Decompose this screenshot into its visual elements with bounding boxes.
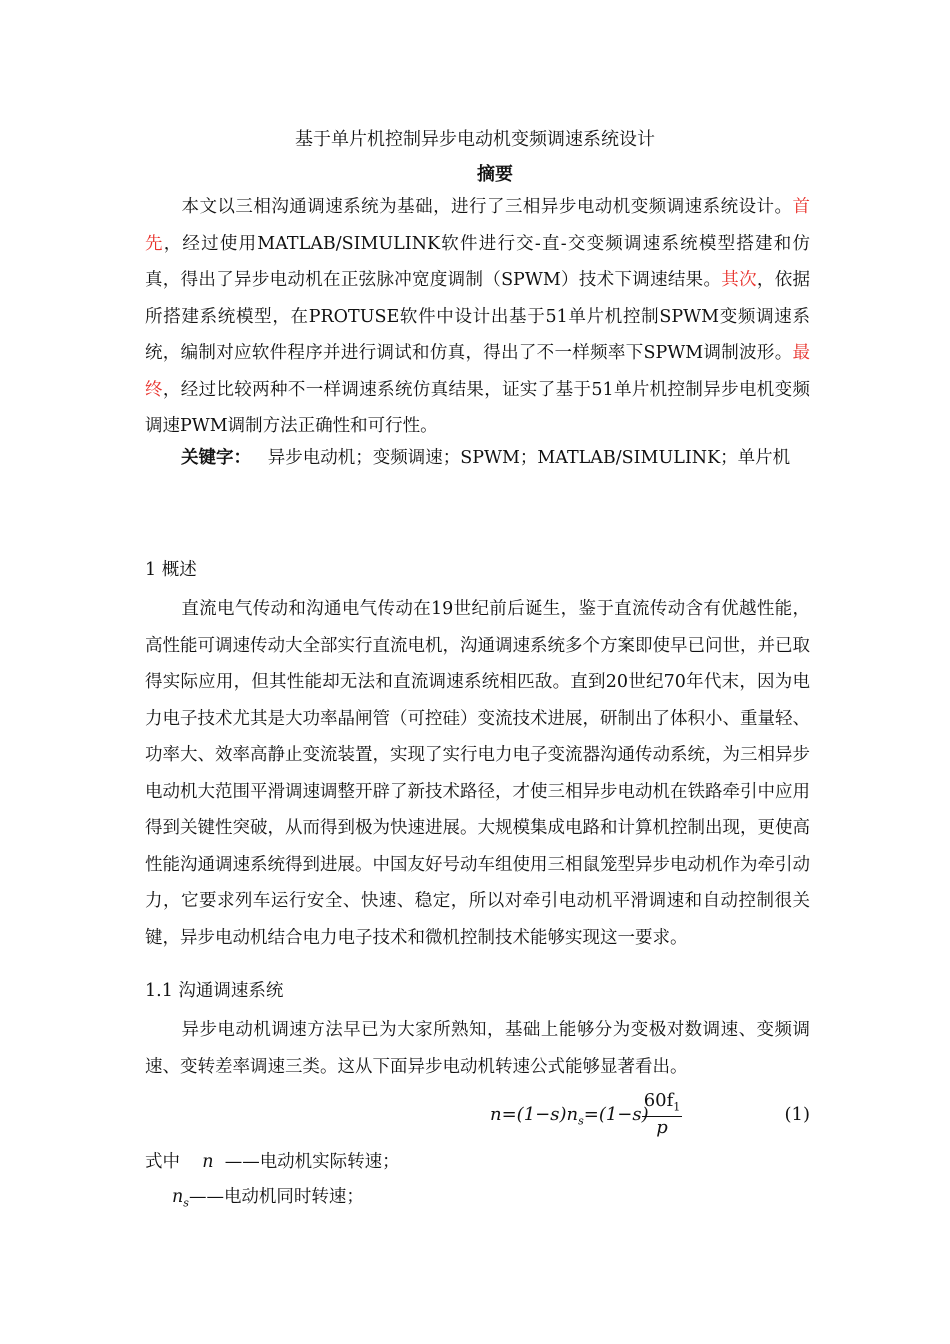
section-1-heading: 1 概述 [145,560,197,580]
section-1-1-text: 异步电动机调速方法早已为大家所熟知，基础上能够分为变极对数调速、变频调速、变转差率调速三类。这从下面异步电动机转速公式能够显著看出。 [145,1020,810,1077]
section-1-1-heading: 1.1 沟通调速系统 [145,981,284,1001]
keywords-line [145,440,810,477]
formula-fraction [642,1090,682,1138]
formula-numerator: $60f_1$ [642,1090,682,1117]
document-title: 基于单片机控制异步电动机变频调速系统设计 [295,129,655,150]
abstract-sentence-4: ，经过比较两种不一样调速系统仿真结果，证实了基于51单片机控制异步电机变频调速PWM调制方法正确性和可行性。 [145,379,811,436]
abstract-sentence-3: ，依据所搭建系统模型，在PROTUSE软件中设计出基于51单片机控制SPWM变频调速系统，编制对应软件程序并进行调试和仿真，得出了不一样频率下SPWM调制波形。 [145,270,810,363]
definition-n: 式中 n ——电动机实际转速； [145,1152,400,1172]
section-1-text: 直流电气传动和沟通电气传动在19世纪前后诞生，鉴于直流传动含有优越性能，高性能可调速传动大全部实行直流电机，沟通调速系统多个方案即使早已问世，并已取得实际应用，但其性能却无法和直流调速系统相匹敌。直到20世纪70年代末，因为电力电子技术尤其是大功率晶闸管（可控硅）变流技术进展，研制出了体积小、重量轻、功率大、效率高静止变流装置，实现了实行电力电子变流器沟通传动系统，为三相异步电动机大范围平滑调速调整开辟了新技术路径，才使三相异步电动机在铁路牵引中应用得到关键性突破，从而得到极为快速进展。大规模集成电路和计算机控制出现，更使高性能沟通调速系统得到进展。中国友好号动车组使用三相鼠笼型异步电动机作为牵引动力，它要求列车运行安全、快速、稳定，所以对牵引电动机平滑调速和自动控制很关键，异步电动机结合电力电子技术和微机控制技术能够实现这一要求。 [145,599,810,948]
abstract-sentence-2: ，经过使用MATLAB/SIMULINK软件进行交-直-交变频调速系统模型搭建和仿真，得出了异步电动机在正弦脉冲宽度调制（SPWM）技术下调速结果。 [145,233,810,290]
keywords-text: 异步电动机；变频调速；SPWM；MATLAB/SIMULINK；单片机 [267,448,791,468]
abstract-first-marker: 首先 [145,197,810,254]
speed-formula [490,1090,810,1146]
abstract-heading: 摘要 [477,164,513,185]
keywords-label: 关键字： [181,448,251,468]
abstract-last-marker: 最终 [145,343,810,400]
section-1-paragraph [145,591,810,956]
formula-number: (1) [784,1104,810,1125]
formula-lhs: $n=(1-s)n_s=(1-s)$ [490,1104,649,1128]
abstract-paragraph [145,189,810,445]
abstract-sentence-1: 本文以三相沟通调速系统为基础，进行了三相异步电动机变频调速系统设计。 [181,197,793,217]
formula-denominator: p [656,1116,668,1138]
abstract-second-marker: 其次 [721,270,757,290]
definition-ns: $n_s——$电动机同时转速； [172,1187,364,1210]
section-1-1-paragraph [145,1012,810,1085]
